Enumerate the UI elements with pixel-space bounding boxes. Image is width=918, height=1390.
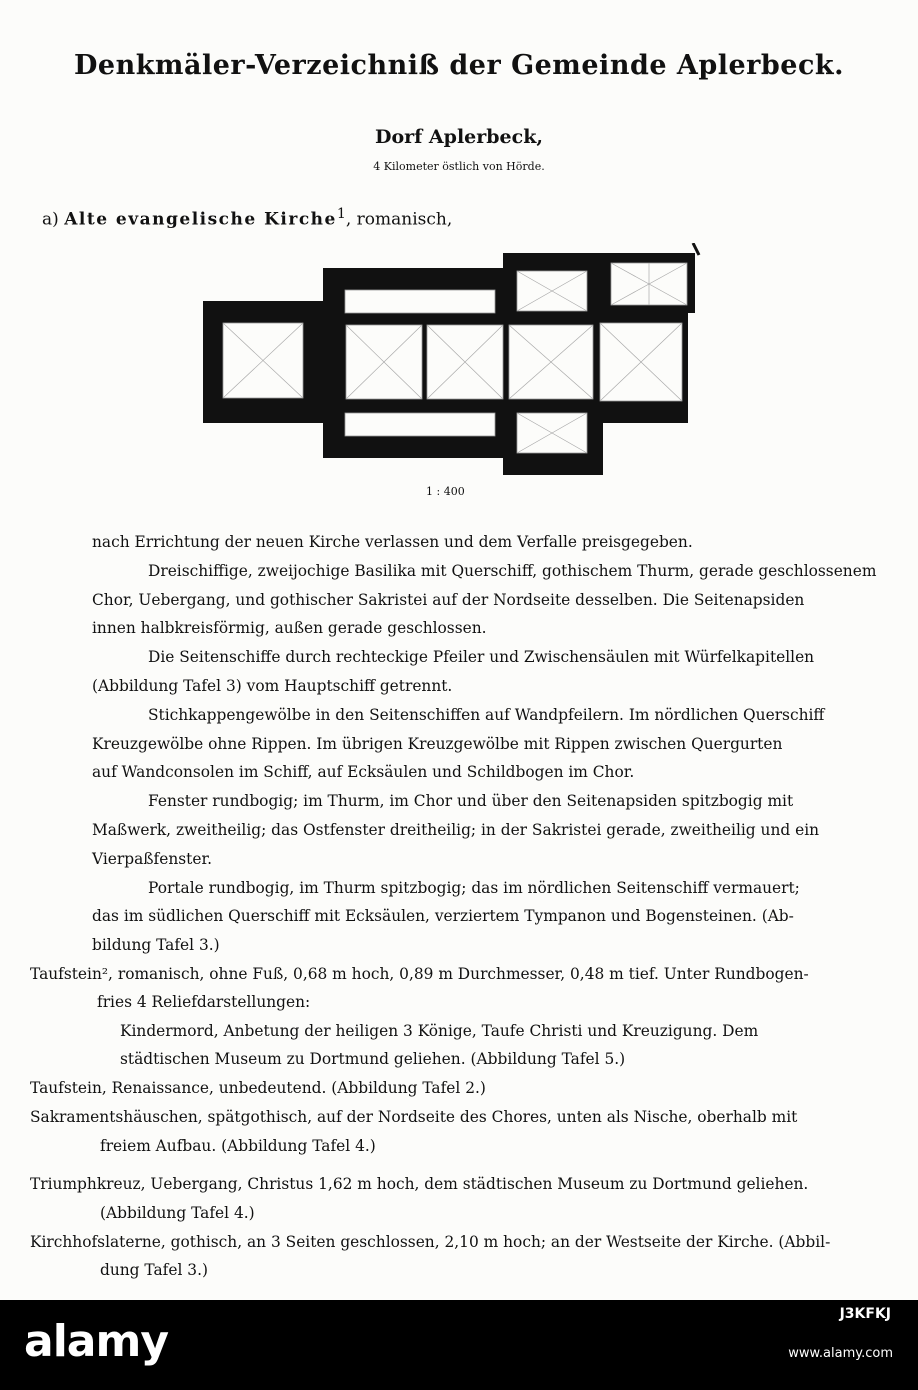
- text-line: bildung Tafel 3.): [92, 936, 220, 954]
- text-line: Vierpaßfenster.: [92, 850, 213, 868]
- text-line: freiem Aufbau. (Abbildung Tafel 4.): [100, 1137, 376, 1155]
- item-a-prefix: a): [42, 209, 59, 230]
- text-line: Taufstein², romanisch, ohne Fuß, 0,68 m hoch, 0,89 m Durchmesser, 0,48 m tief. Unter Rundbogen-: [30, 965, 809, 983]
- text-line: Kreuzgewölbe ohne Rippen. Im übrigen Kreuzgewölbe mit Rippen zwischen Quergurten: [92, 735, 783, 753]
- text-line: Triumphkreuz, Uebergang, Christus 1,62 m hoch, dem städtischen Museum zu Dortmund geliehen.: [30, 1175, 809, 1193]
- text-line: innen halbkreisförmig, außen gerade geschlossen.: [92, 619, 487, 637]
- text-line: städtischen Museum zu Dortmund geliehen. (Abbildung Tafel 5.): [120, 1050, 626, 1068]
- watermark-url: www.alamy.com: [788, 1346, 893, 1361]
- text-line: fries 4 Reliefdarstellungen:: [97, 993, 311, 1011]
- text-line: auf Wandconsolen im Schiff, auf Ecksäulen und Schildbogen im Chor.: [92, 763, 635, 781]
- text-line: nach Errichtung der neuen Kirche verlassen und dem Verfalle preisgegeben.: [92, 533, 693, 551]
- church-floor-plan: [203, 243, 703, 475]
- item-a-name: Alte evangelische Kirche: [64, 209, 337, 230]
- text-line: Stichkappengewölbe in den Seitenschiffen auf Wandpfeilern. Im nördlichen Querschiff: [148, 706, 825, 724]
- text-line: (Abbildung Tafel 4.): [100, 1204, 255, 1222]
- text-line: das im südlichen Querschiff mit Ecksäulen, verziertem Tympanon und Bogensteinen. (Ab-: [92, 907, 794, 925]
- alamy-logo: alamy: [24, 1316, 168, 1367]
- item-a-heading: [42, 206, 452, 230]
- page-title: Denkmäler-Verzeichniß der Gemeinde Aplerbeck.: [73, 50, 844, 81]
- text-line: Maßwerk, zweitheilig; das Ostfenster dreitheilig; in der Sakristei gerade, zweitheilig und ein: [92, 821, 820, 839]
- text-line: Taufstein, Renaissance, unbedeutend. (Abbildung Tafel 2.): [30, 1079, 486, 1097]
- text-line: Portale rundbogig, im Thurm spitzbogig; das im nördlichen Seitenschiff vermauert;: [148, 879, 800, 897]
- text-line: Kindermord, Anbetung der heiligen 3 Könige, Taufe Christi und Kreuzigung. Dem: [120, 1022, 759, 1040]
- image-code: J3KFKJ: [839, 1306, 891, 1322]
- text-line: Kirchhofslaterne, gothisch, an 3 Seiten geschlossen, 2,10 m hoch; an der Westseite der Kirche. (Abbil-: [30, 1233, 831, 1251]
- text-line: Chor, Uebergang, und gothischer Sakristei auf der Nordseite desselben. Die Seitenapsiden: [92, 591, 805, 609]
- section-heading: Dorf Aplerbeck,: [374, 126, 543, 148]
- item-a-footnote: 1: [336, 206, 346, 222]
- text-line: Sakramentshäuschen, spätgothisch, auf der Nordseite des Chores, unten als Nische, oberhalb mit: [30, 1108, 798, 1126]
- text-line: (Abbildung Tafel 3) vom Hauptschiff getrennt.: [92, 677, 453, 695]
- text-line: Dreischiffige, zweijochige Basilika mit Querschiff, gothischem Thurm, gerade geschlossenem: [148, 562, 877, 580]
- text-line: Die Seitenschiffe durch rechteckige Pfeiler und Zwischensäulen mit Würfelkapitellen: [148, 648, 815, 666]
- location-line: 4 Kilometer östlich von Hörde.: [373, 160, 545, 173]
- text-line: dung Tafel 3.): [100, 1261, 208, 1279]
- scale-label: 1 : 400: [426, 485, 465, 498]
- item-a-style: , romanisch,: [345, 209, 453, 230]
- text-line: Fenster rundbogig; im Thurm, im Chor und über den Seitenapsiden spitzbogig mit: [148, 792, 794, 810]
